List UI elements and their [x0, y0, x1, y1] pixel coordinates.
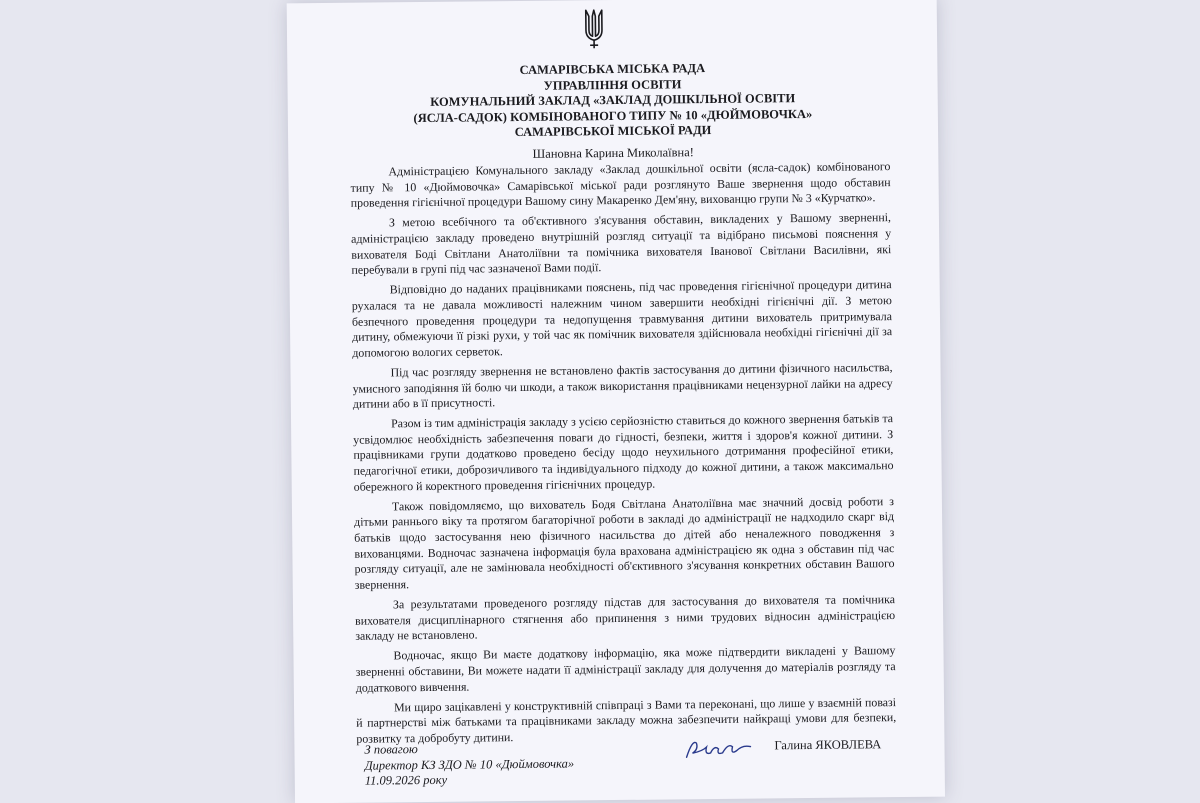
- letter-page: [287, 0, 945, 803]
- letter-body: [350, 159, 896, 752]
- salutation: Шановна Карина Миколаївна!: [532, 145, 694, 161]
- org-line: КОМУНАЛЬНИЙ ЗАКЛАД «ЗАКЛАД ДОШКІЛЬНОЇ ОСВІТИ: [430, 91, 796, 109]
- letter-date: 11.09.2026 року: [364, 772, 448, 788]
- handwritten-signature: [682, 735, 754, 764]
- paragraph: За результатами проведеного розгляду підстав для застосування до вихователя та помічника вихователя дисциплінарного стягнення або припинення з ними трудових відносин адміністрацією закладу не встановлено.: [355, 592, 896, 643]
- organization-header: [287, 59, 938, 143]
- signature-block: [364, 740, 574, 789]
- trident-emblem-icon: [583, 8, 605, 52]
- paragraph: З метою всебічного та об'єктивного з'ясування обставин, викладених у Вашому зверненні, адміністрацією закладу проведено внутрішній розгляд ситуації та відібрано письмові пояснення у вихователя Боді Світлани Анатоліївни та помічника вихователя Іванової Світлани Василівни, які перебували в групі під час зазначеної Вами події.: [351, 210, 892, 277]
- paragraph: Адміністрацією Комунального закладу «Заклад дошкільної освіти (ясла-садок) комбінованого типу № 10 «Дюймовочка» Самарівської міської ради розглянуто Ваше звернення щодо обставин проведення гігієнічної процедури Вашому сину Макаренко Дем'яну, вихованцю групи № 3 «Курчатко».: [350, 159, 891, 210]
- paragraph: Разом із тим адміністрація закладу з усією серйозністю ставиться до кожного звернення батьків та усвідомлює необхідність забезпечення поваги до гідності, безпеки, життя і здоров'я кожної дитини. З працівниками групи додатково проведено бесіду щодо неухильного дотримання професійної етики, педагогічної етики, доброзичливого та індивідуального підходу до кожної дитини, а також максимально обережного й коректного проведення гігієнічних процедур.: [353, 411, 894, 494]
- org-line: САМАРІВСЬКА МІСЬКА РАДА: [519, 61, 706, 77]
- org-line: САМАРІВСЬКОЇ МІСЬКОЇ РАДИ: [514, 122, 712, 140]
- closing: З повагою: [364, 742, 418, 757]
- paragraph: Під час розгляду звернення не встановлено фактів застосування до дитини фізичного насильства, умисного заподіяння їй болю чи шкоди, а також використання працівниками нецензурної лайки на адресу дитини або в її присутності.: [352, 360, 893, 411]
- signer-name: Галина ЯКОВЛЕВА: [774, 737, 882, 753]
- paragraph: Водночас, якщо Ви маєте додаткову інформацію, яка може підтвердити викладені у Вашому зверненні обставини, Ви можете надати її адміністрації закладу для долучення до матеріалів розгляду та додаткового вивчення.: [355, 643, 896, 695]
- paragraph: Також повідомляємо, що вихователь Бодя Світлана Анатоліївна має значний досвід роботи з дітьми раннього віку та протягом багаторічної роботи в закладі до адміністрації не надходило скарг від батьків щодо застосування нею фізичного насильства до дітей або неналежного поводження з вихованцями. Водночас зазначена інформація була врахована адміністрацією як одна з обставин під час розгляду ситуації, але не замінювала необхідності об'єктивного з'ясування конкретних обставин Вашого звернення.: [354, 493, 895, 592]
- org-line: УПРАВЛІННЯ ОСВІТИ: [543, 76, 682, 93]
- signer-position: Директор КЗ ЗДО № 10 «Дюймовочка»: [364, 755, 575, 773]
- org-line: (ЯСЛА-САДОК) КОМБІНОВАНОГО ТИПУ № 10 «ДЮЙМОВОЧКА»: [413, 106, 813, 125]
- paragraph: Ми щиро зацікавлені у конструктивній співпраці з Вами та переконані, що лише у взаємній повазі й партнерстві між батьками та працівниками закладу можна забезпечити найкращі умови для безпеки, розвитку та добробуту дитини.: [356, 694, 897, 746]
- paragraph: Відповідно до наданих працівниками пояснень, під час проведення гігієнічної процедури дитина рухалася та не давала можливості належним чином завершити необхідні гігієнічні дії. З метою безпечного проведення процедури та недопущення травмування дитини вихователь притримувала дитину, обмежуючи її різкі рухи, у той час як помічник вихователя здійснювала необхідні гігієнічні дії за допомогою вологих серветок.: [351, 277, 893, 360]
